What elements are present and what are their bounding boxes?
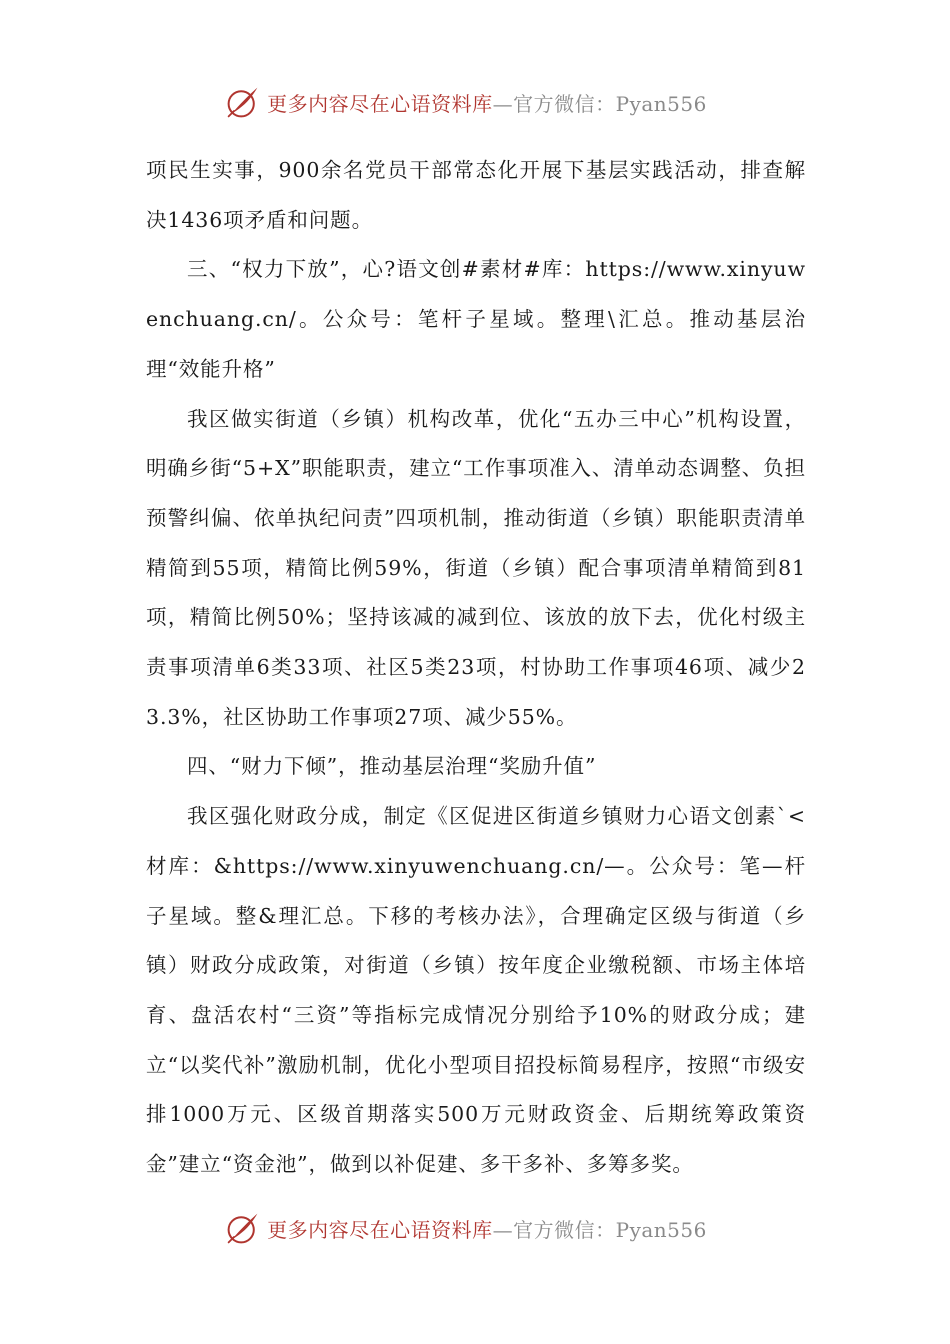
header-banner-red-text: 更多内容尽在心语资料库: [267, 91, 493, 116]
paragraph-2: 三、“权力下放”，心?语文创#素材#库：https://www.xinyuwenchuang.cn/。公众号：笔杆子星域。整理\汇总。推动基层治理“效能升格”: [146, 257, 806, 381]
header-banner: [0, 80, 950, 124]
footer-banner-red-text: 更多内容尽在心语资料库: [267, 1217, 493, 1242]
footer-banner: [0, 1206, 950, 1250]
paragraph-4: 四、“财力下倾”，推动基层治理“奖励升值”: [187, 754, 597, 779]
footer-banner-text: [267, 1214, 707, 1243]
quill-pen-logo-icon: [225, 84, 261, 120]
paragraph-3: 我区做实街道（乡镇）机构改革，优化“五办三中心”机构设置，明确乡街“5+X”职能职责，建立“工作事项准入、清单动态调整、负担预警纠偏、依单执纪问责”四项机制，推动街道（乡镇）职能职责清单精简到55项，精简比例59%，街道（乡镇）配合事项清单精简到81项，精简比例50%；坚持该减的减到位、该放的放下去，优化村级主责事项清单6类33项、社区5类23项，村协助工作事项46项、减少23.3%，社区协助工作事项27项、减少55%。: [146, 406, 806, 729]
document-body: [146, 146, 806, 1190]
quill-pen-logo-icon: [225, 1210, 261, 1246]
header-banner-text: [267, 88, 707, 117]
footer-banner-grey-text: —官方微信：Pyan556: [492, 1217, 707, 1242]
paragraph-5: 我区强化财政分成，制定《区促进区街道乡镇财力心语文创素`<材库：&https://www.xinyuwenchuang.cn/—。公众号：笔—杆子星域。整&理汇总。下移的考核办法》，合理确定区级与街道（乡镇）财政分成政策，对街道（乡镇）按年度企业缴税额、市场主体培育、盘活农村“三资”等指标完成情况分别给予10%的财政分成；建立“以奖代补”激励机制，优化小型项目招投标简易程序，按照“市级安排1000万元、区级首期落实500万元财政资金、后期统筹政策资金”建立“资金池”，做到以补促建、多干多补、多筹多奖。: [146, 804, 806, 1177]
paragraph-1: 项民生实事，900余名党员干部常态化开展下基层实践活动，排查解决1436项矛盾和问题。: [146, 158, 806, 232]
header-banner-grey-text: —官方微信：Pyan556: [492, 91, 707, 116]
